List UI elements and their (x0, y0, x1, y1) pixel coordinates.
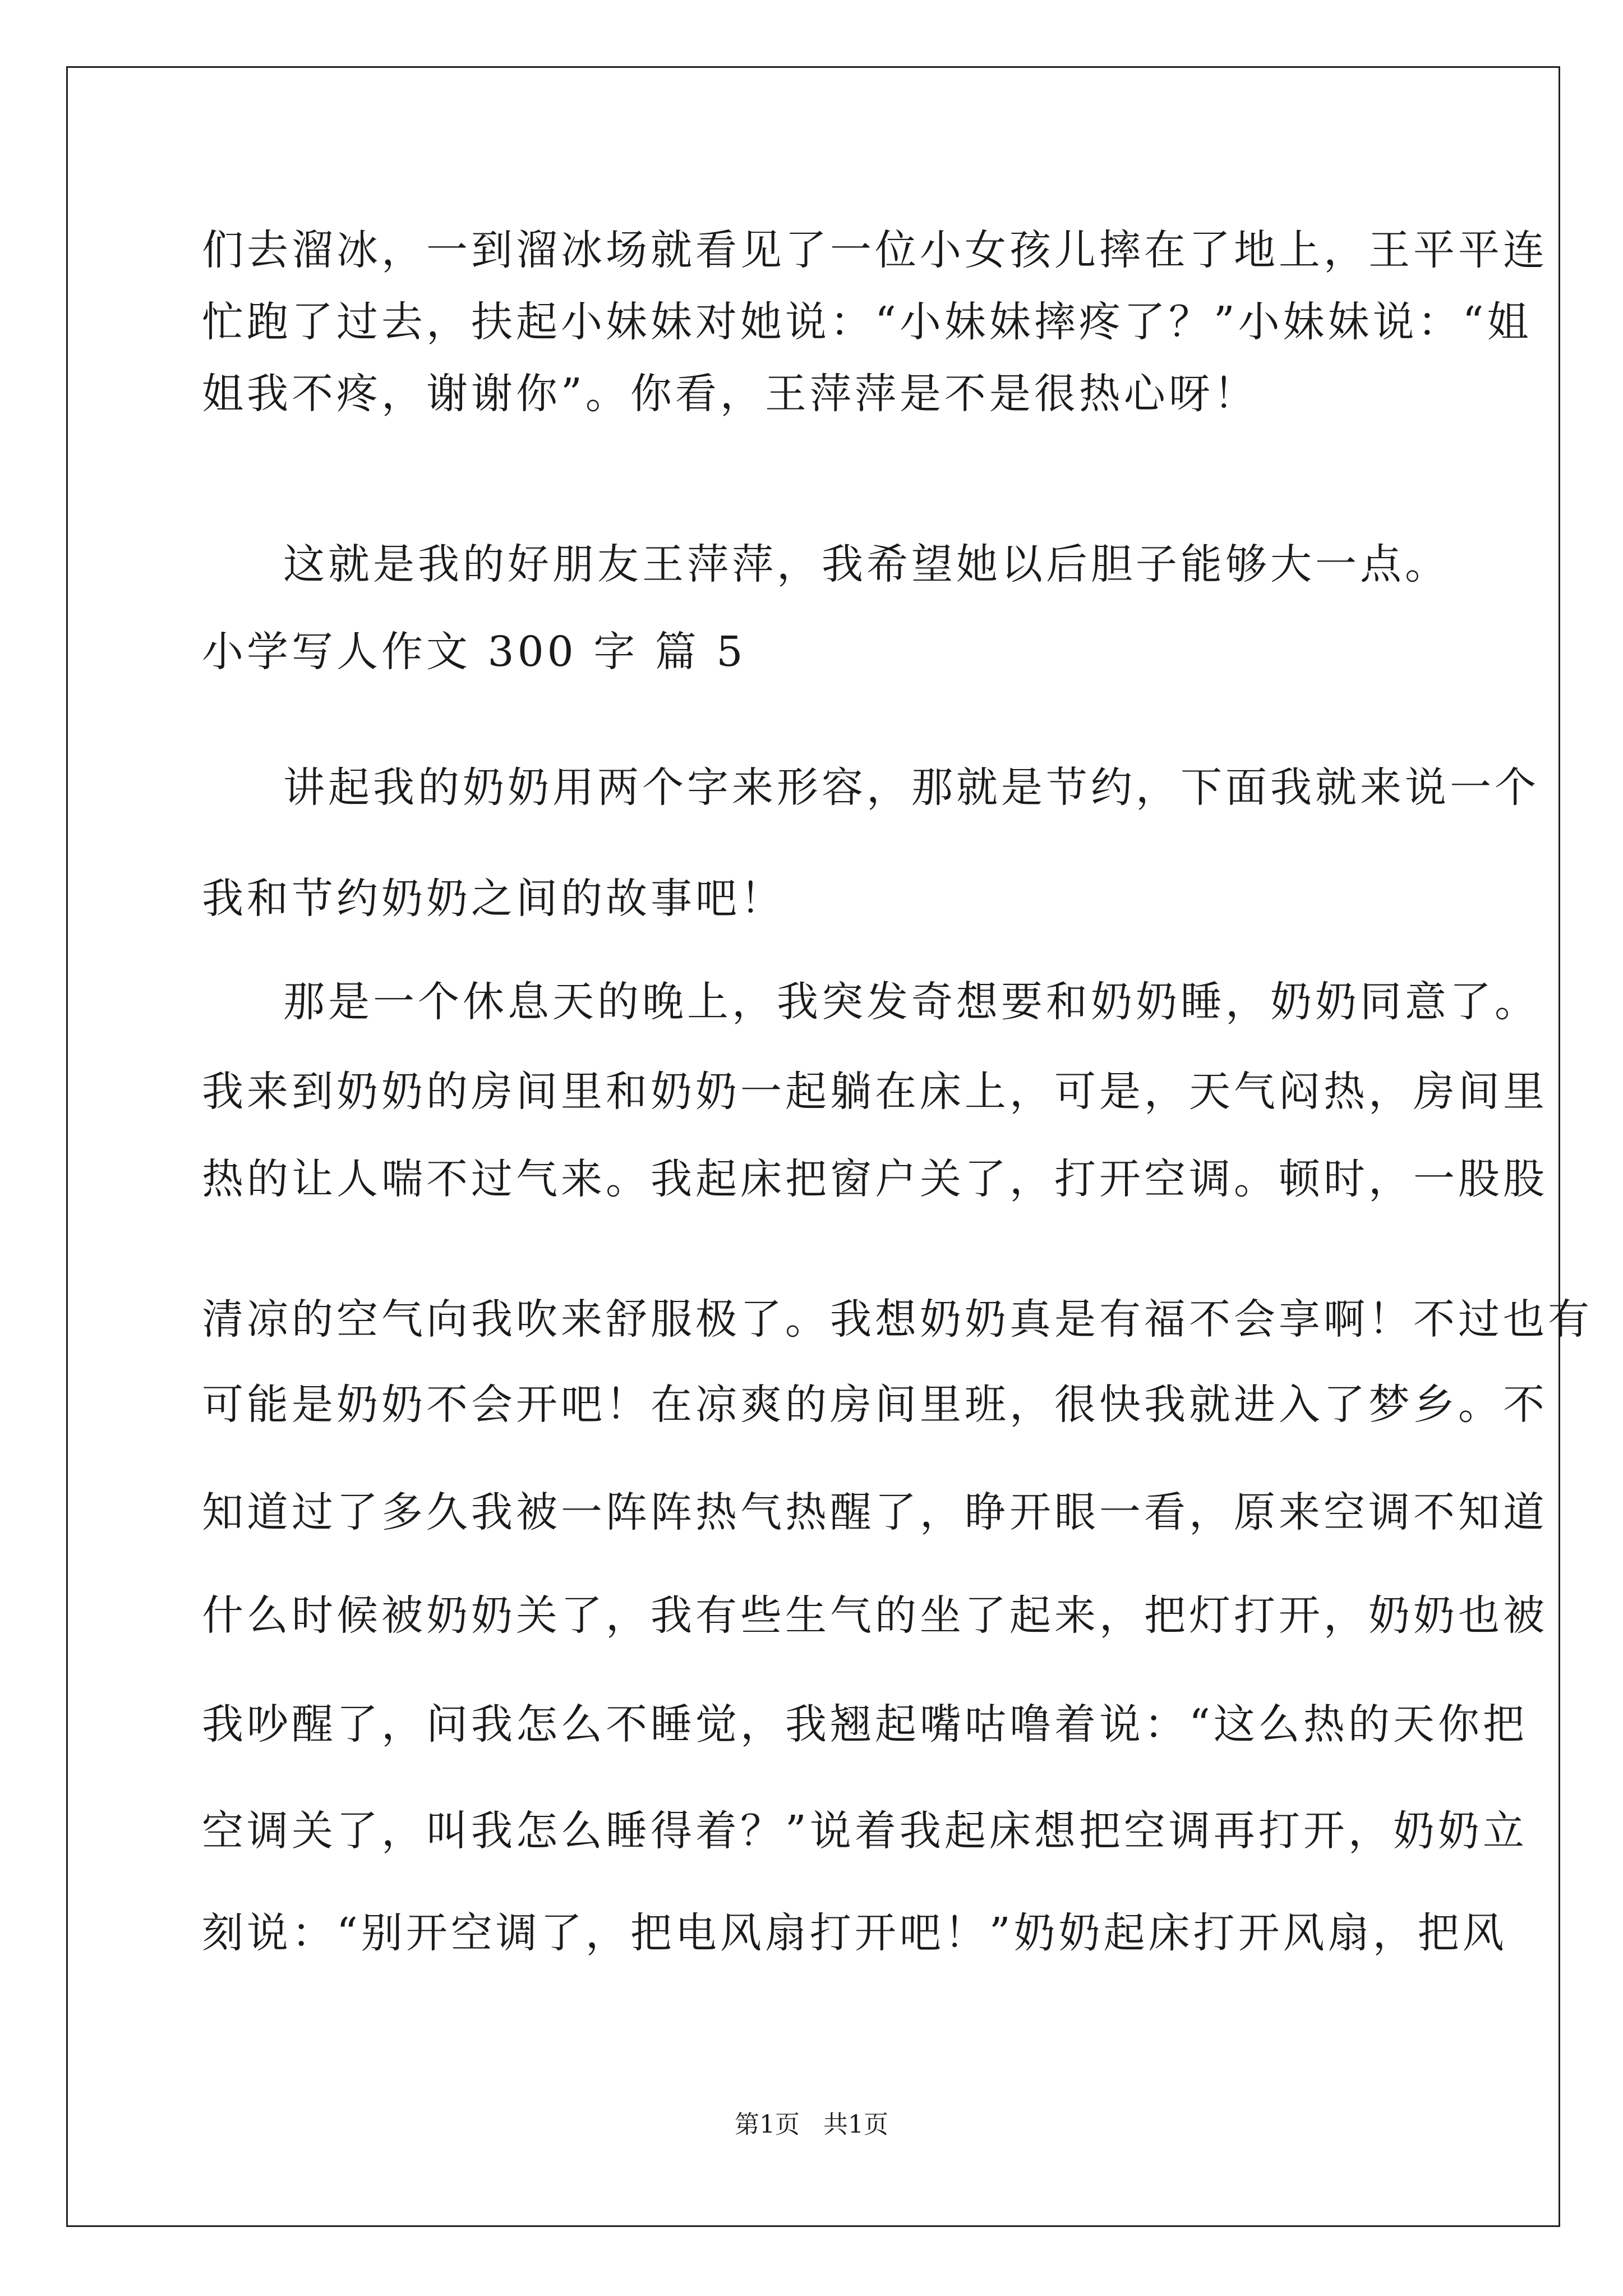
body-line: 刻说：“别开空调了，把电风扇打开吧！”奶奶起床打开风扇，把风 (202, 1909, 1507, 1957)
body-line: 知道过了多久我被一阵阵热气热醒了，睁开眼一看，原来空调不知道 (202, 1488, 1548, 1536)
page-footer: 第1页 共1页 (735, 2110, 888, 2139)
body-line: 可能是奶奶不会开吧！在凉爽的房间里班，很快我就进入了梦乡。不 (202, 1381, 1548, 1429)
paragraph-first-line: 讲起我的奶奶用两个字来形容，那就是节约，下面我就来说一个 (283, 763, 1539, 812)
body-line: 我吵醒了，问我怎么不睡觉，我翘起嘴咕噜着说：“这么热的天你把 (202, 1700, 1528, 1749)
paragraph-first-line: 这就是我的好朋友王萍萍，我希望她以后胆子能够大一点。 (283, 540, 1450, 588)
body-line: 清凉的空气向我吹来舒服极了。我想奶奶真是有福不会享啊！不过也有 (202, 1295, 1593, 1343)
body-line: 空调关了，叫我怎么睡得着？”说着我起床想把空调再打开，奶奶立 (202, 1807, 1528, 1855)
body-line: 姐我不疼，谢谢你”。你看，王萍萍是不是很热心呀！ (202, 370, 1258, 418)
body-line: 我来到奶奶的房间里和奶奶一起躺在床上，可是，天气闷热，房间里 (202, 1068, 1548, 1116)
body-line: 忙跑了过去，扶起小妹妹对她说：“小妹妹摔疼了？”小妹妹说：“姐 (202, 298, 1532, 346)
paragraph-first-line: 那是一个休息天的晚上，我突发奇想要和奶奶睡，奶奶同意了。 (283, 978, 1539, 1026)
body-line: 们去溜冰，一到溜冰场就看见了一位小女孩儿摔在了地上，王平平连 (202, 226, 1548, 274)
section-heading: 小学写人作文 300 字 篇 5 (202, 628, 746, 676)
body-line: 我和节约奶奶之间的故事吧！ (202, 875, 785, 923)
body-line: 热的让人喘不过气来。我起床把窗户关了，打开空调。顿时，一股股 (202, 1155, 1548, 1203)
body-line: 什么时候被奶奶关了，我有些生气的坐了起来，把灯打开，奶奶也被 (202, 1591, 1548, 1640)
